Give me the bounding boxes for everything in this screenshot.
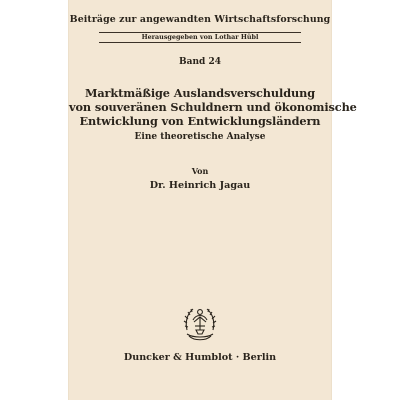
book-cover — [69, 0, 357, 400]
book-title — [69, 86, 357, 128]
author-name: Dr. Heinrich Jagau — [149, 180, 251, 191]
book-title-line-1: Marktmäßige Auslandsverschuldung — [84, 86, 316, 100]
series-title: Beiträge zur angewandten Wirtschaftsforschung — [69, 14, 331, 25]
series-rule-bottom — [99, 42, 301, 43]
series-editor: Herausgegeben von Lothar Hübl — [141, 33, 259, 41]
publisher-emblem-icon — [179, 300, 221, 344]
book-title-line-3: Entwicklung von Entwicklungsländern — [79, 114, 321, 128]
publisher-name: Duncker & Humblot · Berlin — [123, 352, 277, 363]
by-label: Von — [191, 166, 209, 176]
volume-number: Band 24 — [179, 57, 221, 67]
book-subtitle: Eine theoretische Analyse — [134, 132, 266, 142]
book-title-line-2: von souveränen Schuldnern und ökonomische — [69, 100, 357, 114]
